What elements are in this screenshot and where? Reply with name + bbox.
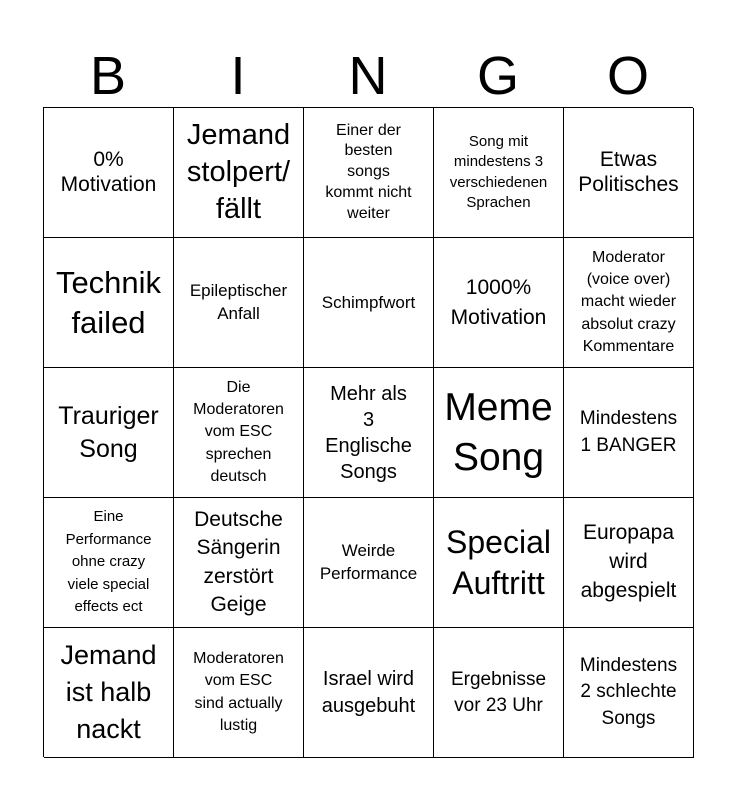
bingo-cell[interactable]: Mehr als 3 Englische Songs — [304, 368, 434, 498]
bingo-cell[interactable]: Jemand stolpert/ fällt — [174, 108, 304, 238]
bingo-cell[interactable]: Jemand ist halb nackt — [44, 628, 174, 758]
bingo-header — [43, 44, 693, 108]
bingo-cell[interactable]: Ergebnisse vor 23 Uhr — [434, 628, 564, 758]
bingo-board — [43, 107, 693, 757]
bingo-cell[interactable]: Etwas Politisches — [564, 108, 694, 238]
bingo-cell[interactable]: Eine Performance ohne crazy viele special effects ect — [44, 498, 174, 628]
bingo-cell[interactable]: Song mit mindestens 3 verschiedenen Sprachen — [434, 108, 564, 238]
bingo-cell[interactable]: 0% Motivation — [44, 108, 174, 238]
bingo-cell[interactable]: Israel wird ausgebuht — [304, 628, 434, 758]
bingo-cell[interactable]: Weirde Performance — [304, 498, 434, 628]
bingo-cell[interactable]: Moderator (voice over) macht wieder absolut crazy Kommentare — [564, 238, 694, 368]
bingo-cell[interactable]: Epileptischer Anfall — [174, 238, 304, 368]
bingo-cell[interactable]: Die Moderatoren vom ESC sprechen deutsch — [174, 368, 304, 498]
bingo-cell[interactable]: 1000% Motivation — [434, 238, 564, 368]
bingo-cell[interactable]: Schimpfwort — [304, 238, 434, 368]
bingo-cell[interactable]: Meme Song — [434, 368, 564, 498]
bingo-cell[interactable]: Special Auftritt — [434, 498, 564, 628]
bingo-cell[interactable]: Europapa wird abgespielt — [564, 498, 694, 628]
header-letter-g: G — [476, 46, 519, 106]
header-letter-i: I — [230, 46, 246, 106]
bingo-cell[interactable]: Mindestens 1 BANGER — [564, 368, 694, 498]
bingo-cell[interactable]: Mindestens 2 schlechte Songs — [564, 628, 694, 758]
header-letter-n: N — [348, 46, 388, 106]
header-letter-o: O — [606, 46, 649, 106]
bingo-cell[interactable]: Deutsche Sängerin zerstört Geige — [174, 498, 304, 628]
bingo-cell[interactable]: Einer der besten songs kommt nicht weiter — [304, 108, 434, 238]
bingo-cell[interactable]: Technik failed — [44, 238, 174, 368]
bingo-cell[interactable]: Trauriger Song — [44, 368, 174, 498]
header-letter-b: B — [89, 46, 127, 106]
bingo-cell[interactable]: Moderatoren vom ESC sind actually lustig — [174, 628, 304, 758]
